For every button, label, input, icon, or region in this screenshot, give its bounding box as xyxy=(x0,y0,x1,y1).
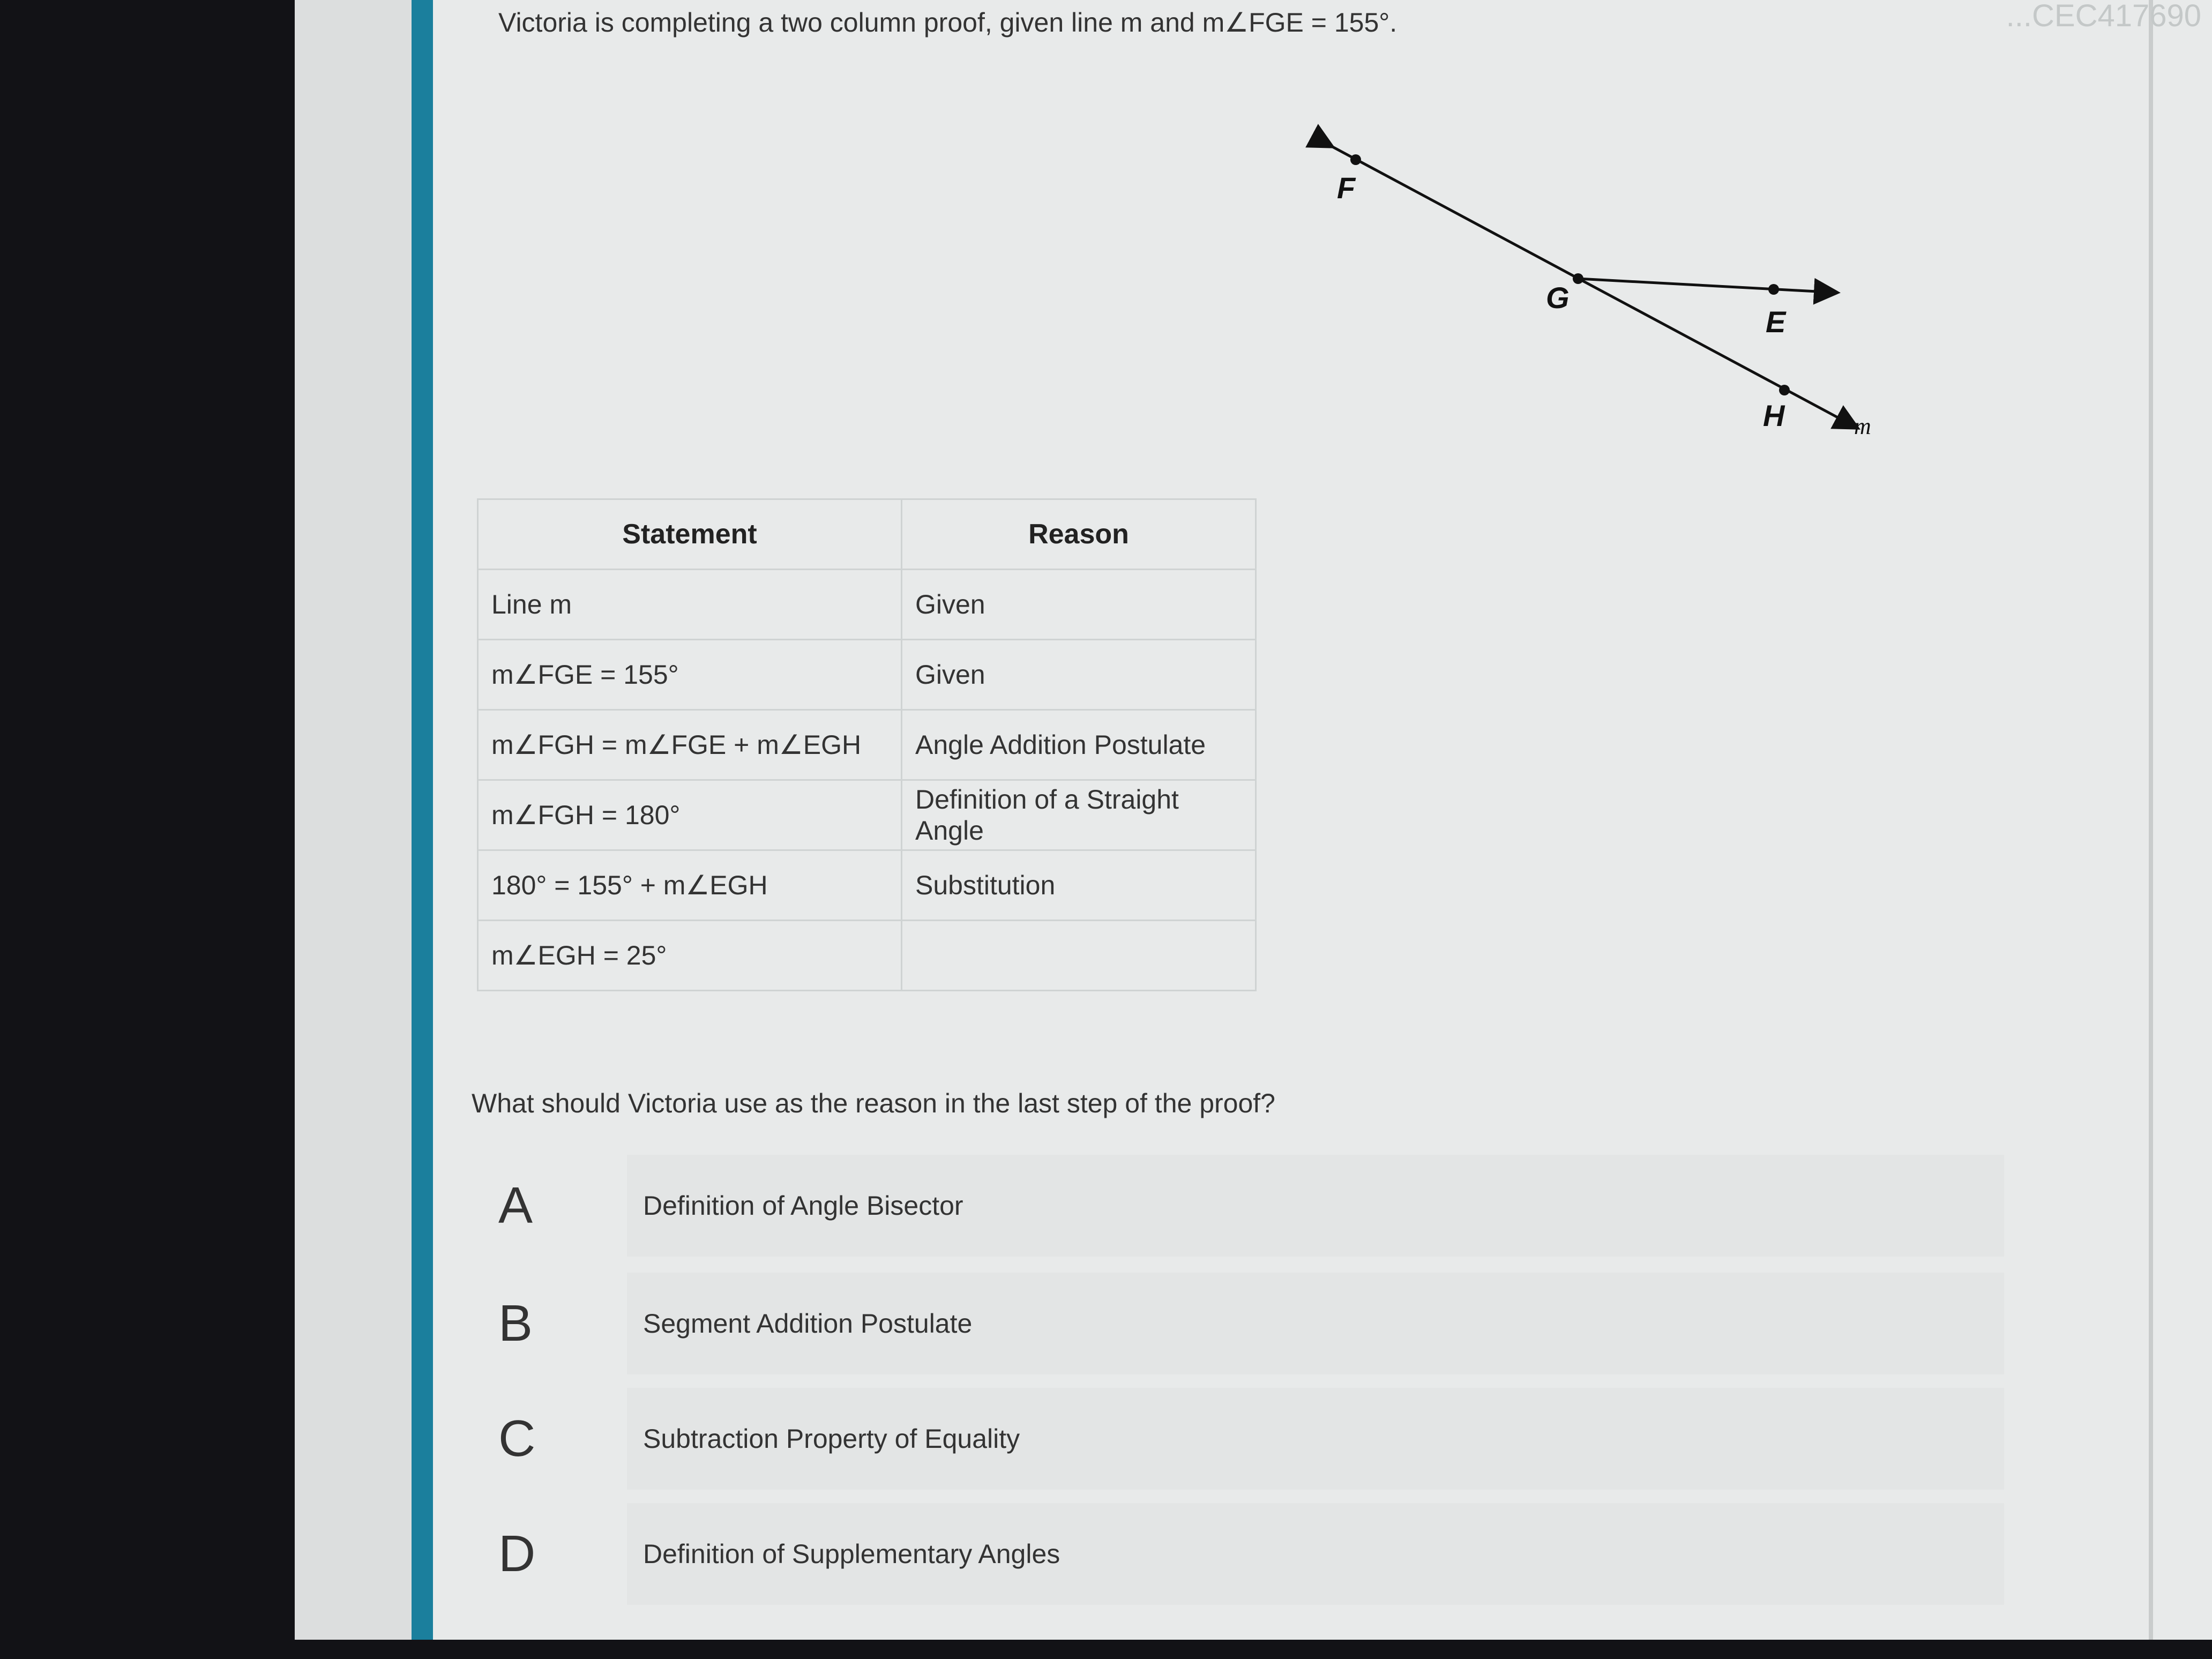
proof-row xyxy=(478,710,1256,780)
statement-header: Statement xyxy=(478,499,902,570)
question-prompt: What should Victoria use as the reason in the last step of the proof? xyxy=(472,1088,1275,1118)
choice-a[interactable] xyxy=(477,1152,2004,1259)
statement-cell: 180° = 155° + m∠EGH xyxy=(478,850,902,921)
choice-letter: D xyxy=(498,1525,536,1582)
choice-letter: C xyxy=(498,1410,536,1467)
screen xyxy=(295,0,2212,1640)
proof-table xyxy=(477,498,1257,991)
proof-row xyxy=(478,780,1256,850)
reason-cell: Given xyxy=(902,570,1256,640)
choice-letter: B xyxy=(498,1295,533,1352)
ray-ge xyxy=(1578,279,1827,292)
point-h xyxy=(1779,385,1790,395)
reason-cell: Substitution xyxy=(902,850,1256,921)
statement-cell: m∠EGH = 25° xyxy=(478,921,902,991)
point-e xyxy=(1768,284,1779,295)
proof-row xyxy=(478,570,1256,640)
label-m: m xyxy=(1854,413,1871,439)
accent-bar xyxy=(412,0,433,1640)
reason-cell: Given xyxy=(902,640,1256,710)
left-gutter xyxy=(295,0,412,1640)
reason-cell: Definition of a Straight Angle xyxy=(902,780,1256,850)
reason-cell-blank xyxy=(902,921,1256,991)
label-f: F xyxy=(1337,171,1356,205)
reason-cell: Angle Addition Postulate xyxy=(902,710,1256,780)
label-g: G xyxy=(1546,281,1570,315)
label-h: H xyxy=(1763,399,1785,432)
choice-d[interactable] xyxy=(477,1500,2004,1608)
proof-row xyxy=(478,640,1256,710)
reason-header: Reason xyxy=(902,499,1256,570)
right-border xyxy=(2149,0,2153,1640)
geometry-diagram xyxy=(991,118,1956,482)
proof-header-row xyxy=(478,499,1256,570)
label-e: E xyxy=(1766,305,1786,339)
question-intro: Victoria is completing a two column proof, given line m and m∠FGE = 155°. xyxy=(498,8,1398,38)
statement-cell: m∠FGH = 180° xyxy=(478,780,902,850)
choice-c[interactable] xyxy=(477,1385,2004,1492)
proof-row xyxy=(478,850,1256,921)
line-m xyxy=(1324,142,1849,423)
choice-letter: A xyxy=(498,1177,533,1234)
choice-text: Definition of Angle Bisector xyxy=(627,1155,2004,1257)
choice-text: Subtraction Property of Equality xyxy=(627,1388,2004,1490)
point-g xyxy=(1573,273,1583,284)
choice-text: Definition of Supplementary Angles xyxy=(627,1503,2004,1605)
statement-cell: m∠FGH = m∠FGE + m∠EGH xyxy=(478,710,902,780)
choice-b[interactable] xyxy=(477,1270,2004,1377)
point-f xyxy=(1350,154,1361,165)
statement-cell: Line m xyxy=(478,570,902,640)
statement-cell: m∠FGE = 155° xyxy=(478,640,902,710)
proof-row xyxy=(478,921,1256,991)
item-id: ...CEC417690 xyxy=(2006,0,2201,33)
choice-text: Segment Addition Postulate xyxy=(627,1273,2004,1374)
